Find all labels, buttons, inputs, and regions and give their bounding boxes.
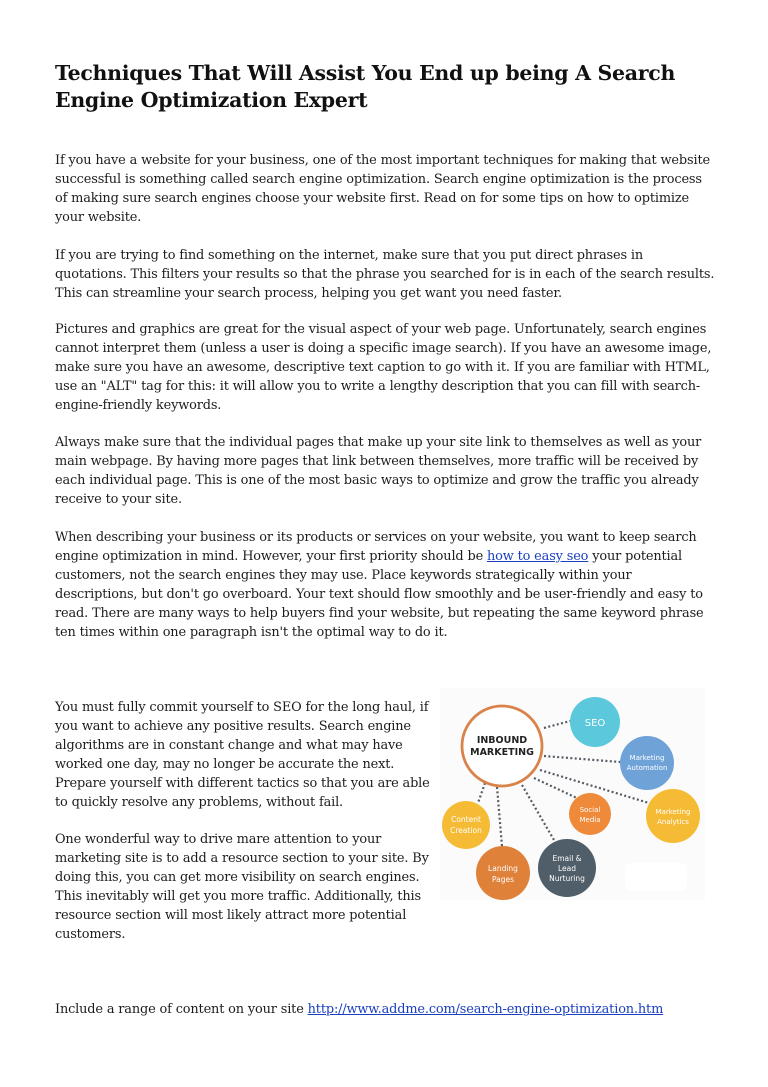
node-marketing-automation [620,736,674,790]
node-marketing-analytics [646,789,700,843]
svg-text:Email &: Email & [552,854,582,863]
center-label-line2: MARKETING [470,747,534,758]
inbound-marketing-diagram [440,688,705,900]
paragraph-commit-seo: You must fully commit yourself to SEO for the long haul, if you want to achieve any positive results. Search engine algorithms are in constant change and what may have worked one day, may no longer be accurate the next. Prepare yourself with different tactics so that you are able to quickly resolve any problems, without fail. [55,700,430,810]
paragraph-search-quotes: If you are trying to find something on the internet, make sure that you put direct phrases in quotations. This filters your results so that the phrase you searched for is in each of the search results. This can streamline your search process, helping you get want you need faster. [55,248,715,301]
svg-text:Media: Media [579,816,601,824]
article-title: Techniques That Will Assist You End up being A Search Engine Optimization Expert [55,61,676,112]
paragraph-describing-business [55,528,715,642]
paragraph-text: When describing your business or its products or services on your website, you want to keep search engine optimization in mind. However, your first priority should be [55,530,697,564]
node-content-creation [442,801,490,849]
node-social-media [569,793,611,835]
svg-text:Landing: Landing [488,864,518,873]
svg-text:Pages: Pages [491,875,515,884]
footer-line [55,1000,715,1019]
node-landing-pages [476,846,530,900]
svg-text:Analytics: Analytics [657,818,689,826]
svg-text:Social: Social [579,806,601,814]
svg-text:Marketing: Marketing [629,754,665,762]
svg-text:Nurturing: Nurturing [549,874,585,883]
center-label-line1: INBOUND [476,735,528,746]
svg-text:Lead: Lead [557,864,577,873]
svg-text:Automation: Automation [626,764,668,772]
white-patch [625,863,687,891]
how-to-easy-seo-link[interactable]: how to easy seo [487,549,589,564]
node-email-lead-nurturing [538,839,596,897]
paragraph-internal-links: Always make sure that the individual pages that make up your site link to themselves as well as your main webpage. By having more pages that link between themselves, more traffic will be received by each individual page. This is one of the most basic ways to optimize and grow the traffic you already receive to your site. [55,435,702,507]
paragraph-resource-section: One wonderful way to drive mare attention to your marketing site is to add a resource section to your site. By doing this, you can get more visibility on search engines. This inevitably will get you more traffic. Additionally, this resource section will most likely attract more potential customers. [55,832,429,942]
paragraph-intro: If you have a website for your business, one of the most important techniques for making that website successful is something called search engine optimization. Search engine optimization is the process of making sure search engines choose your website first. Read on for some tips on how to optimize your website. [55,153,710,225]
node-seo [570,697,620,747]
svg-text:Marketing: Marketing [655,808,691,816]
svg-text:SEO: SEO [584,718,606,729]
paragraph-pictures: Pictures and graphics are great for the visual aspect of your web page. Unfortunately, search engines cannot interpret them (unless a user is doing a specific image search). If you have an awesome image, make sure you have an awesome, descriptive text caption to go with it. If you are familiar with HTML, use an "ALT" tag for this: it will allow you to write a lengthy description that you can fill with search-engine-friendly keywords. [55,322,712,413]
svg-text:Creation: Creation [450,826,482,835]
addme-seo-link[interactable]: http://www.addme.com/search-engine-optimization.htm [307,1002,664,1017]
paragraph-text: your potential customers, not the search engines they may use. Place keywords strategically within your descriptions, but don't go overboard. Your text should flow smoothly and be user-friendly and easy to read. There are many ways to help buyers find your website, but repeating the same keyword phrase ten times within one paragraph isn't the optimal way to do it. [55,549,704,640]
center-inbound-marketing [462,706,542,786]
svg-text:Content: Content [451,815,481,824]
footer-text: Include a range of content on your site [55,1002,308,1017]
